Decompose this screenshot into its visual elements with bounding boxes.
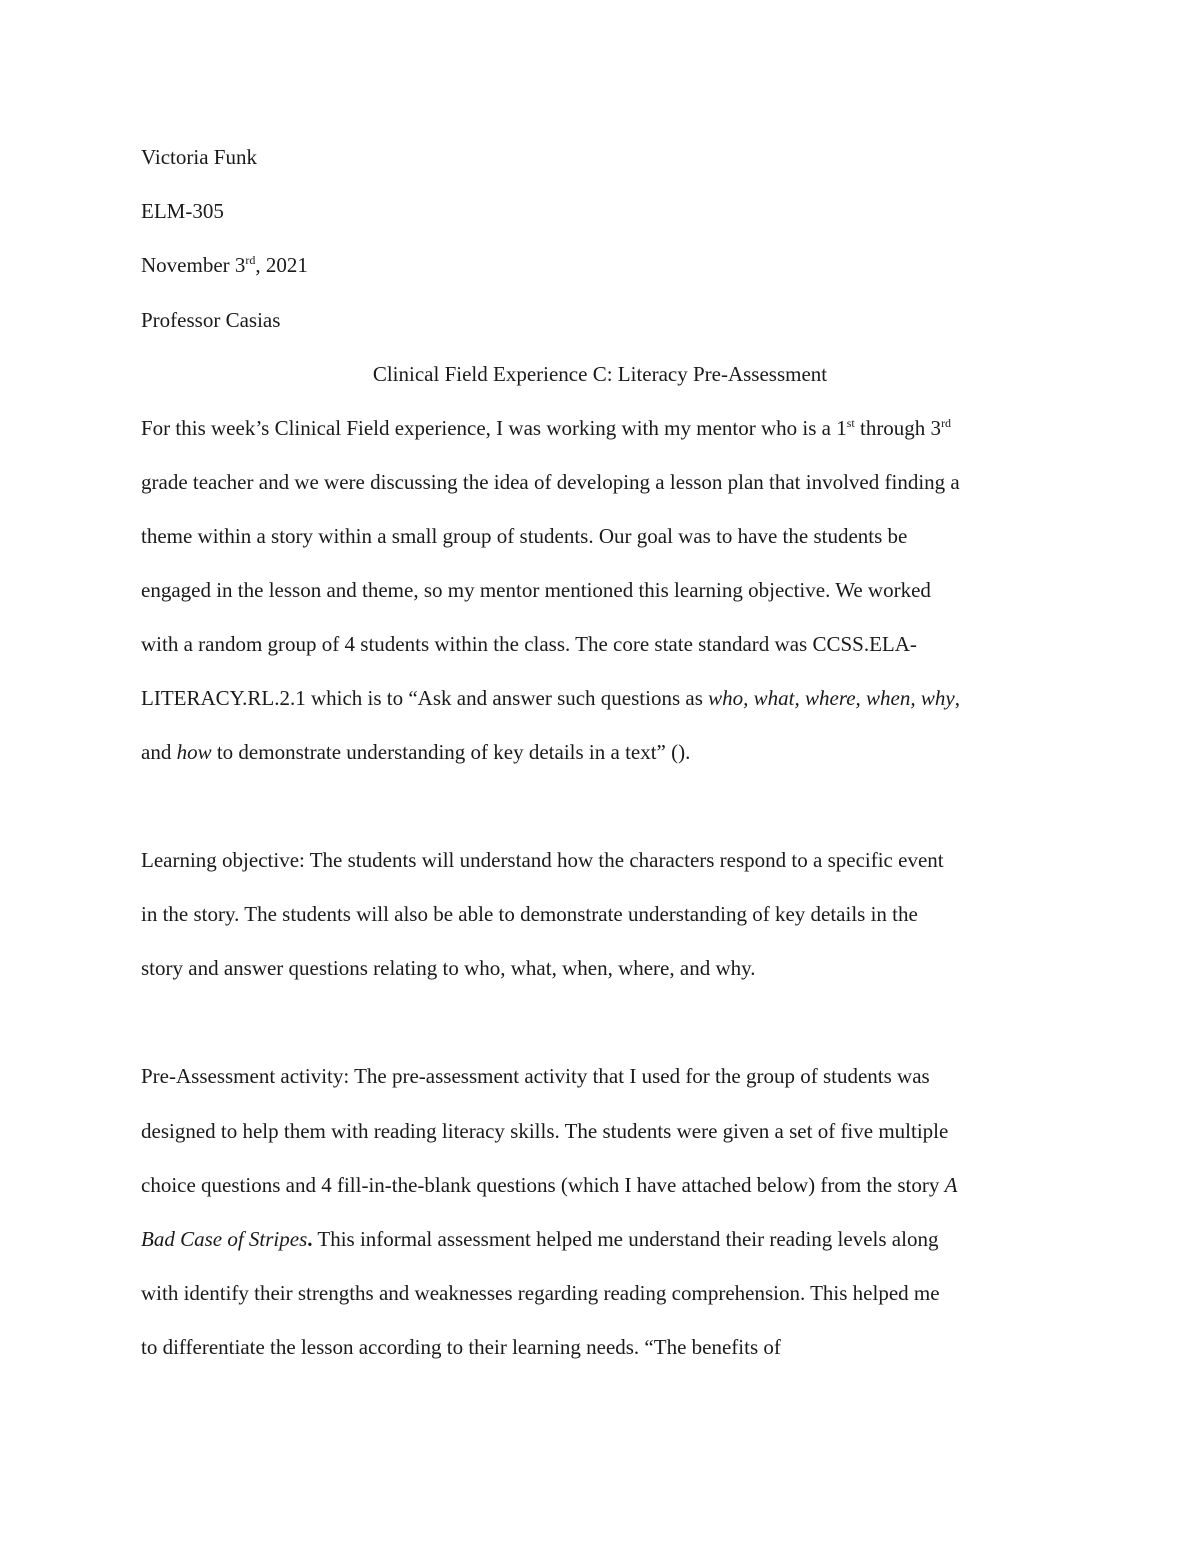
paragraph-line: with identify their strengths and weaknesses regarding reading comprehension. This helped me: [141, 1281, 940, 1305]
paragraph-line: to differentiate the lesson according to their learning needs. “The benefits of: [141, 1335, 781, 1359]
paragraph-line: Learning objective: The students will understand how the characters respond to a specific event: [141, 848, 944, 872]
paragraph-line: For this week’s Clinical Field experience, I was working with my mentor who is a 1st through 3rd: [141, 416, 952, 440]
paragraph-line: theme within a story within a small group of students. Our goal was to have the students be: [141, 524, 908, 548]
paragraph-line: story and answer questions relating to who, what, when, where, and why.: [141, 956, 756, 980]
paragraph-line: and how to demonstrate understanding of key details in a text” ().: [141, 740, 691, 764]
paragraph-line: engaged in the lesson and theme, so my mentor mentioned this learning objective. We worked: [141, 578, 931, 602]
paragraph-line: designed to help them with reading literacy skills. The students were given a set of five multiple: [141, 1119, 949, 1143]
paragraph-line: with a random group of 4 students within the class. The core state standard was CCSS.ELA-: [141, 632, 917, 656]
paragraph-line: Pre-Assessment activity: The pre-assessment activity that I used for the group of students was: [141, 1064, 930, 1088]
author-name: Victoria Funk: [141, 145, 257, 169]
paragraph-line: Bad Case of Stripes. This informal assessment helped me understand their reading levels along: [141, 1227, 939, 1251]
paragraph-line: choice questions and 4 fill-in-the-blank questions (which I have attached below) from the story A: [141, 1173, 958, 1197]
professor-name: Professor Casias: [141, 308, 281, 332]
document-date: November 3rd, 2021: [141, 253, 308, 277]
paragraph-line: LITERACY.RL.2.1 which is to “Ask and answer such questions as who, what, where, when, why,: [141, 686, 960, 710]
paragraph-line: in the story. The students will also be able to demonstrate understanding of key details in the: [141, 902, 918, 926]
course-code: ELM-305: [141, 199, 224, 223]
paragraph-line: grade teacher and we were discussing the idea of developing a lesson plan that involved finding a: [141, 470, 960, 494]
document-title: Clinical Field Experience C: Literacy Pre-Assessment: [372, 362, 828, 386]
